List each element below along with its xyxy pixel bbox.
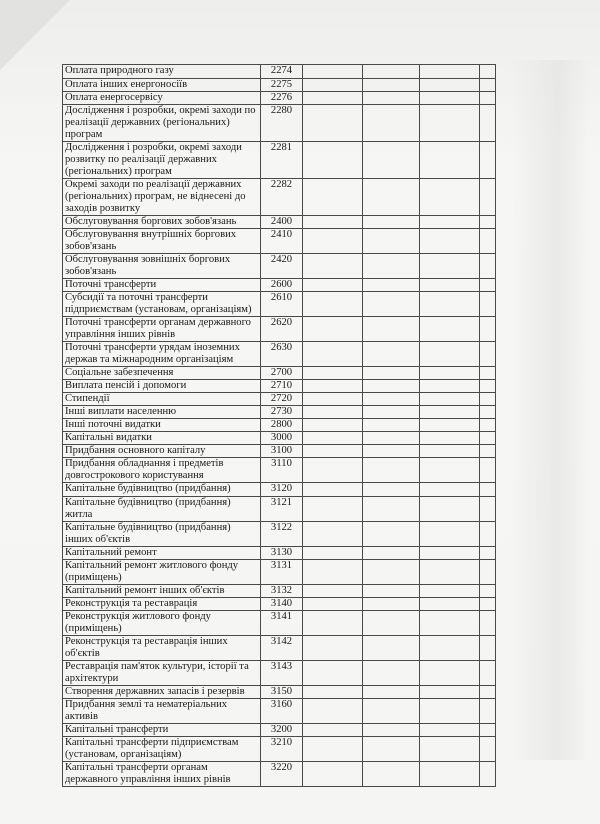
table-row (63, 699, 496, 724)
row-value-cell (363, 445, 420, 458)
table-row (63, 522, 496, 547)
row-value-cell (420, 367, 480, 380)
row-value-cell (303, 560, 363, 585)
row-value-cell (480, 432, 496, 445)
row-value-cell (303, 458, 363, 483)
row-value-cell (420, 483, 480, 497)
row-value-cell (303, 79, 363, 92)
row-value-cell (480, 661, 496, 686)
row-name-cell: Створення державних запасів і резервів (63, 686, 261, 699)
expenditure-codes-table (62, 64, 496, 787)
table-row (63, 686, 496, 699)
row-value-cell (363, 686, 420, 699)
row-value-cell (420, 279, 480, 292)
row-value-cell (363, 179, 420, 216)
row-code-cell: 3160 (261, 699, 303, 724)
table-row (63, 419, 496, 432)
scan-shadow (510, 60, 590, 760)
row-value-cell (480, 636, 496, 661)
row-value-cell (303, 142, 363, 179)
row-name-cell: Інші поточні видатки (63, 419, 261, 432)
row-value-cell (480, 724, 496, 737)
row-value-cell (303, 686, 363, 699)
table-row (63, 254, 496, 279)
row-code-cell: 3110 (261, 458, 303, 483)
row-value-cell (420, 762, 480, 787)
row-value-cell (420, 598, 480, 611)
row-value-cell (480, 105, 496, 142)
row-code-cell: 2610 (261, 292, 303, 317)
row-value-cell (363, 560, 420, 585)
row-name-cell: Обслуговування зовнішніх боргових зобов'язань (63, 254, 261, 279)
row-value-cell (480, 699, 496, 724)
table-body (63, 65, 496, 787)
row-value-cell (420, 142, 480, 179)
row-value-cell (303, 419, 363, 432)
row-value-cell (363, 406, 420, 419)
row-name-cell: Капітальні трансферти (63, 724, 261, 737)
row-code-cell: 2410 (261, 229, 303, 254)
row-value-cell (363, 737, 420, 762)
row-value-cell (420, 419, 480, 432)
row-value-cell (303, 699, 363, 724)
row-value-cell (363, 92, 420, 105)
row-code-cell: 3150 (261, 686, 303, 699)
row-value-cell (363, 547, 420, 560)
row-name-cell: Капітальний ремонт (63, 547, 261, 560)
table-row (63, 79, 496, 92)
row-code-cell: 3143 (261, 661, 303, 686)
row-value-cell (363, 419, 420, 432)
table-row (63, 367, 496, 380)
row-code-cell: 3130 (261, 547, 303, 560)
row-code-cell: 3000 (261, 432, 303, 445)
table-row (63, 445, 496, 458)
table-row (63, 279, 496, 292)
row-value-cell (420, 65, 480, 79)
row-value-cell (303, 483, 363, 497)
row-code-cell: 2276 (261, 92, 303, 105)
row-value-cell (303, 762, 363, 787)
row-name-cell: Реконструкція та реставрація (63, 598, 261, 611)
row-value-cell (303, 393, 363, 406)
row-name-cell: Реконструкція та реставрація інших об'єктів (63, 636, 261, 661)
row-name-cell: Капітальне будівництво (придбання) інших об'єктів (63, 522, 261, 547)
row-value-cell (363, 432, 420, 445)
row-code-cell: 2700 (261, 367, 303, 380)
row-value-cell (363, 292, 420, 317)
row-name-cell: Капітальні трансферти підприємствам (установам, організаціям) (63, 737, 261, 762)
row-value-cell (303, 317, 363, 342)
row-value-cell (480, 458, 496, 483)
row-value-cell (420, 737, 480, 762)
row-value-cell (303, 179, 363, 216)
row-value-cell (420, 547, 480, 560)
row-value-cell (363, 216, 420, 229)
table-row (63, 724, 496, 737)
row-value-cell (420, 560, 480, 585)
row-value-cell (480, 79, 496, 92)
row-value-cell (420, 585, 480, 598)
row-code-cell: 3100 (261, 445, 303, 458)
row-value-cell (303, 445, 363, 458)
row-value-cell (420, 445, 480, 458)
row-value-cell (420, 179, 480, 216)
table-row (63, 142, 496, 179)
row-name-cell: Стипендії (63, 393, 261, 406)
row-value-cell (420, 216, 480, 229)
row-name-cell: Дослідження і розробки, окремі заходи розвитку по реалізації державних (регіональних) програм (63, 142, 261, 179)
row-code-cell: 3140 (261, 598, 303, 611)
row-name-cell: Виплата пенсій і допомоги (63, 380, 261, 393)
row-code-cell: 2620 (261, 317, 303, 342)
row-value-cell (303, 522, 363, 547)
row-value-cell (480, 380, 496, 393)
row-code-cell: 3141 (261, 611, 303, 636)
table-row (63, 432, 496, 445)
row-name-cell: Поточні трансферти (63, 279, 261, 292)
row-value-cell (303, 229, 363, 254)
row-value-cell (480, 65, 496, 79)
row-code-cell: 3210 (261, 737, 303, 762)
row-value-cell (363, 142, 420, 179)
table-row (63, 611, 496, 636)
row-code-cell: 2400 (261, 216, 303, 229)
row-value-cell (480, 292, 496, 317)
row-value-cell (363, 79, 420, 92)
row-value-cell (480, 611, 496, 636)
row-value-cell (303, 279, 363, 292)
row-value-cell (303, 65, 363, 79)
row-value-cell (480, 92, 496, 105)
row-value-cell (420, 79, 480, 92)
row-name-cell: Капітальне будівництво (придбання) житла (63, 497, 261, 522)
row-value-cell (480, 598, 496, 611)
row-value-cell (303, 380, 363, 393)
row-value-cell (303, 611, 363, 636)
row-code-cell: 3142 (261, 636, 303, 661)
row-code-cell: 3122 (261, 522, 303, 547)
row-value-cell (480, 406, 496, 419)
row-value-cell (420, 724, 480, 737)
row-value-cell (420, 342, 480, 367)
row-code-cell: 2730 (261, 406, 303, 419)
row-code-cell: 3132 (261, 585, 303, 598)
row-value-cell (363, 636, 420, 661)
row-value-cell (480, 279, 496, 292)
row-value-cell (480, 483, 496, 497)
row-value-cell (480, 179, 496, 216)
row-value-cell (480, 585, 496, 598)
row-value-cell (363, 393, 420, 406)
row-value-cell (303, 367, 363, 380)
row-value-cell (363, 254, 420, 279)
row-name-cell: Дослідження і розробки, окремі заходи по реалізації державних (регіональних) програм (63, 105, 261, 142)
row-value-cell (420, 317, 480, 342)
table-row (63, 105, 496, 142)
row-value-cell (303, 406, 363, 419)
table-row (63, 342, 496, 367)
table-row (63, 216, 496, 229)
row-value-cell (303, 585, 363, 598)
row-name-cell: Оплата енергосервісу (63, 92, 261, 105)
row-name-cell: Придбання землі та нематеріальних активів (63, 699, 261, 724)
row-value-cell (420, 522, 480, 547)
row-value-cell (480, 142, 496, 179)
row-code-cell: 2600 (261, 279, 303, 292)
row-value-cell (420, 393, 480, 406)
row-code-cell: 2630 (261, 342, 303, 367)
row-value-cell (303, 105, 363, 142)
row-value-cell (480, 547, 496, 560)
row-value-cell (303, 216, 363, 229)
table-row (63, 292, 496, 317)
table-row (63, 661, 496, 686)
row-name-cell: Поточні трансферти урядам іноземних держав та міжнародним організаціям (63, 342, 261, 367)
table-row (63, 483, 496, 497)
row-name-cell: Оплата природного газу (63, 65, 261, 79)
row-code-cell: 3120 (261, 483, 303, 497)
row-code-cell: 2720 (261, 393, 303, 406)
table-row (63, 560, 496, 585)
row-name-cell: Обслуговування внутрішніх боргових зобов'язань (63, 229, 261, 254)
table-row (63, 393, 496, 406)
row-value-cell (480, 737, 496, 762)
row-code-cell: 2420 (261, 254, 303, 279)
row-name-cell: Оплата інших енергоносіїв (63, 79, 261, 92)
row-value-cell (363, 279, 420, 292)
row-value-cell (363, 699, 420, 724)
table-row (63, 380, 496, 393)
row-value-cell (363, 497, 420, 522)
row-value-cell (303, 342, 363, 367)
row-value-cell (363, 458, 420, 483)
table-row (63, 497, 496, 522)
row-code-cell: 2800 (261, 419, 303, 432)
row-value-cell (363, 598, 420, 611)
row-code-cell: 2275 (261, 79, 303, 92)
row-code-cell: 3200 (261, 724, 303, 737)
row-value-cell (363, 342, 420, 367)
row-value-cell (303, 547, 363, 560)
row-value-cell (480, 342, 496, 367)
row-name-cell: Реставрація пам'яток культури, історії та архітектури (63, 661, 261, 686)
row-name-cell: Соціальне забезпечення (63, 367, 261, 380)
row-value-cell (480, 216, 496, 229)
row-value-cell (363, 762, 420, 787)
row-name-cell: Придбання обладнання і предметів довгострокового користування (63, 458, 261, 483)
row-value-cell (363, 65, 420, 79)
row-value-cell (480, 686, 496, 699)
row-value-cell (480, 419, 496, 432)
row-value-cell (420, 432, 480, 445)
table-row (63, 92, 496, 105)
page-fold-corner (0, 0, 70, 70)
row-value-cell (303, 598, 363, 611)
row-value-cell (420, 686, 480, 699)
row-value-cell (420, 406, 480, 419)
row-value-cell (363, 483, 420, 497)
row-value-cell (420, 92, 480, 105)
row-code-cell: 2280 (261, 105, 303, 142)
row-value-cell (420, 636, 480, 661)
row-name-cell: Субсидії та поточні трансферти підприємствам (установам, організаціям) (63, 292, 261, 317)
row-value-cell (363, 367, 420, 380)
table-row (63, 317, 496, 342)
table-row (63, 598, 496, 611)
table-row (63, 636, 496, 661)
row-value-cell (420, 611, 480, 636)
row-value-cell (480, 393, 496, 406)
row-value-cell (480, 762, 496, 787)
row-value-cell (303, 292, 363, 317)
row-value-cell (363, 724, 420, 737)
row-value-cell (363, 585, 420, 598)
row-value-cell (420, 292, 480, 317)
row-value-cell (420, 254, 480, 279)
row-name-cell: Реконструкція житлового фонду (приміщень) (63, 611, 261, 636)
row-name-cell: Капітальний ремонт інших об'єктів (63, 585, 261, 598)
table-row (63, 229, 496, 254)
row-value-cell (303, 636, 363, 661)
row-code-cell: 3121 (261, 497, 303, 522)
table-row (63, 547, 496, 560)
row-name-cell: Капітальне будівництво (придбання) (63, 483, 261, 497)
row-value-cell (480, 522, 496, 547)
row-value-cell (420, 497, 480, 522)
row-code-cell: 2281 (261, 142, 303, 179)
row-value-cell (303, 724, 363, 737)
row-value-cell (480, 497, 496, 522)
row-value-cell (303, 92, 363, 105)
row-value-cell (303, 254, 363, 279)
row-value-cell (420, 458, 480, 483)
row-value-cell (420, 105, 480, 142)
table-row (63, 458, 496, 483)
row-name-cell: Окремі заходи по реалізації державних (регіональних) програм, не віднесені до заходів розвитку (63, 179, 261, 216)
row-code-cell: 2274 (261, 65, 303, 79)
row-name-cell: Поточні трансферти органам державного управління інших рівнів (63, 317, 261, 342)
row-name-cell: Капітальний ремонт житлового фонду (приміщень) (63, 560, 261, 585)
row-name-cell: Інші виплати населенню (63, 406, 261, 419)
row-value-cell (363, 611, 420, 636)
row-code-cell: 2282 (261, 179, 303, 216)
table-row (63, 762, 496, 787)
row-code-cell: 3131 (261, 560, 303, 585)
row-value-cell (303, 497, 363, 522)
row-value-cell (303, 432, 363, 445)
table-row (63, 65, 496, 79)
row-name-cell: Капітальні трансферти органам державного управління інших рівнів (63, 762, 261, 787)
row-value-cell (363, 229, 420, 254)
row-code-cell: 3220 (261, 762, 303, 787)
table-row (63, 179, 496, 216)
row-value-cell (363, 317, 420, 342)
row-name-cell: Обслуговування боргових зобов'язань (63, 216, 261, 229)
row-value-cell (303, 661, 363, 686)
row-value-cell (480, 254, 496, 279)
row-value-cell (363, 522, 420, 547)
row-value-cell (480, 445, 496, 458)
row-value-cell (480, 367, 496, 380)
row-code-cell: 2710 (261, 380, 303, 393)
row-value-cell (480, 229, 496, 254)
row-name-cell: Капітальні видатки (63, 432, 261, 445)
row-value-cell (480, 317, 496, 342)
row-value-cell (420, 229, 480, 254)
row-value-cell (420, 380, 480, 393)
table-row (63, 737, 496, 762)
row-value-cell (303, 737, 363, 762)
table-row (63, 585, 496, 598)
table-row (63, 406, 496, 419)
row-name-cell: Придбання основного капіталу (63, 445, 261, 458)
row-value-cell (363, 105, 420, 142)
row-value-cell (480, 560, 496, 585)
row-value-cell (363, 661, 420, 686)
row-value-cell (420, 699, 480, 724)
row-value-cell (363, 380, 420, 393)
row-value-cell (420, 661, 480, 686)
